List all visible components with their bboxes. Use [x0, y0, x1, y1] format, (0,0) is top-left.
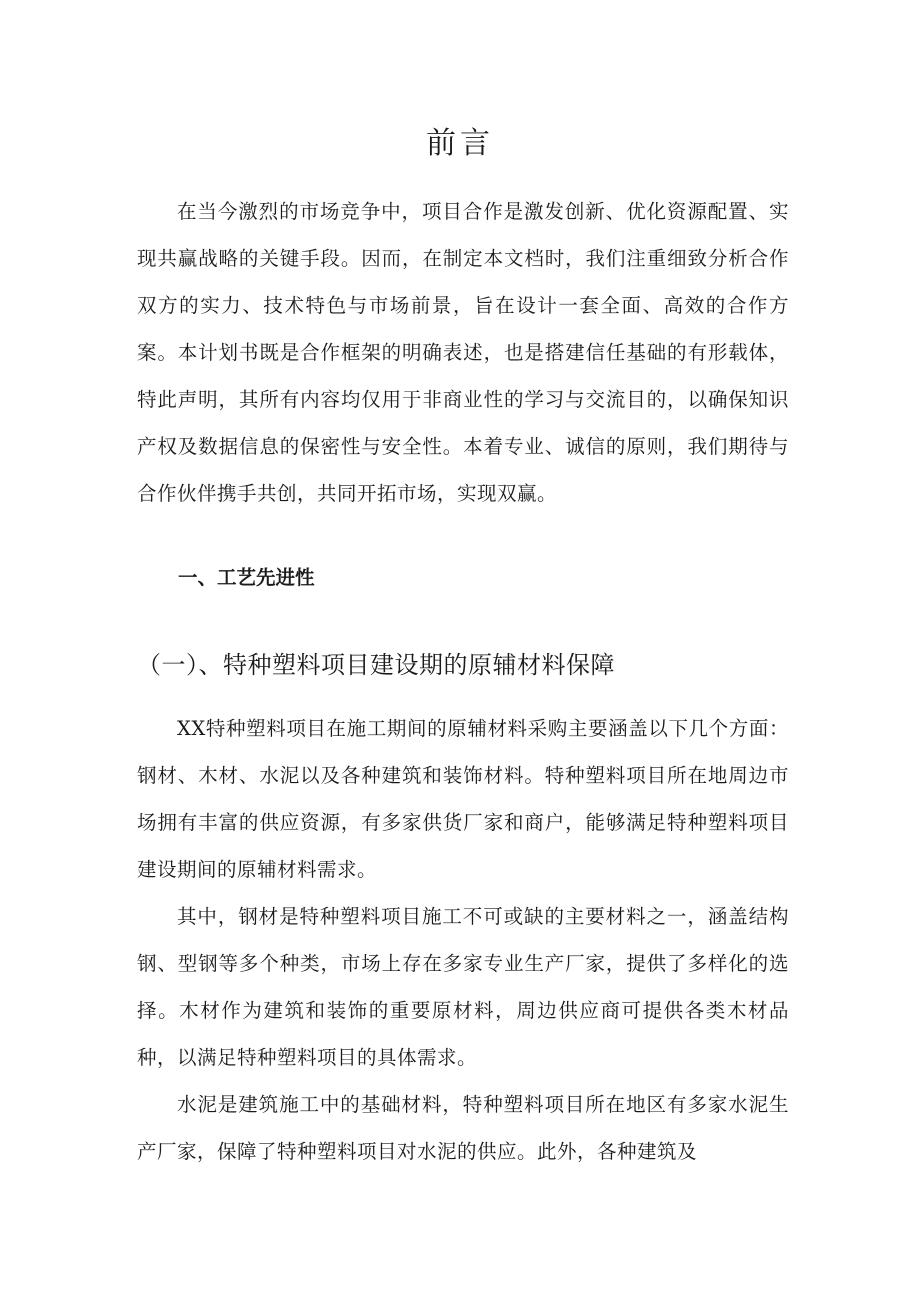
section-heading: 一、工艺先进性: [178, 566, 315, 589]
page-title: 前言: [426, 126, 494, 161]
body-paragraph-3: 水泥是建筑施工中的基础材料，特种塑料项目所在地区有多家水泥生产厂家，保障了特种塑料项目对水泥的供应。此外，各种建筑及: [137, 1093, 789, 1163]
subsection-heading: （一）、特种塑料项目建设期的原辅材料保障: [137, 651, 615, 679]
preface-paragraph: 在当今激烈的市场竞争中，项目合作是激发创新、优化资源配置、实现共赢战略的关键手段。因而，在制定本文档时，我们注重细致分析合作双方的实力、技术特色与市场前景，旨在设计一套全面、高效的合作方案。本计划书既是合作框架的明确表述，也是搭建信任基础的有形载体，特此声明，其所有内容均仅用于非商业性的学习与交流目的，以确保知识产权及数据信息的保密性与安全性。本着专业、诚信的原则，我们期待与合作伙伴携手共创，共同开拓市场，实现双赢。: [137, 200, 789, 505]
body-paragraph-2: 其中，钢材是特种塑料项目施工不可或缺的主要材料之一，涵盖结构钢、型钢等多个种类，市场上存在多家专业生产厂家，提供了多样化的选择。木材作为建筑和装饰的重要原材料，周边供应商可提供各类木材品种，以满足特种塑料项目的具体需求。: [137, 905, 789, 1069]
body-paragraph-1: XX特种塑料项目在施工期间的原辅材料采购主要涵盖以下几个方面：钢材、木材、水泥以及各种建筑和装饰材料。特种塑料项目所在地周边市场拥有丰富的供应资源，有多家供货厂家和商户，能够满足特种塑料项目建设期间的原辅材料需求。: [137, 717, 789, 881]
